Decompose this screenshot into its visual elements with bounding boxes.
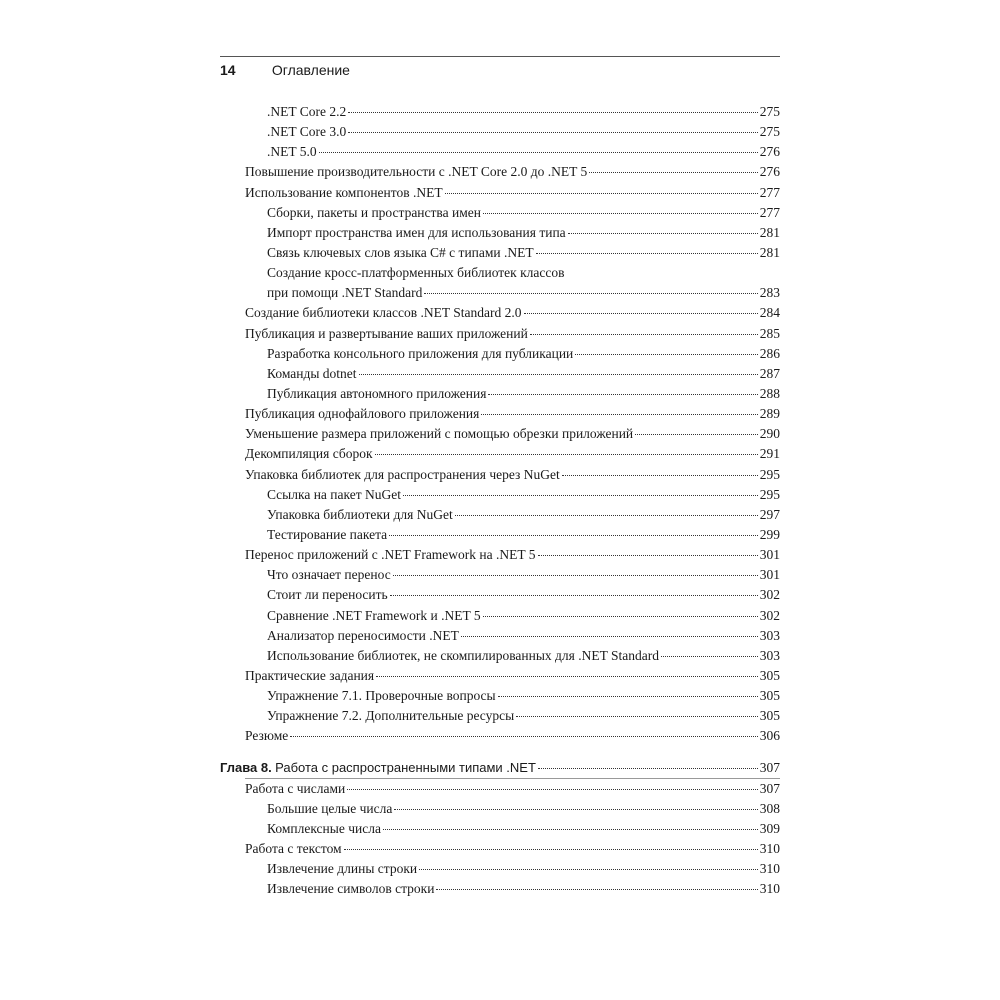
dot-leader [455, 515, 758, 516]
toc-entry-title: Команды dotnet [267, 365, 357, 381]
toc-entry-title: .NET Core 2.2 [267, 104, 347, 119]
toc-entry-page: 305 [759, 708, 780, 724]
toc-entry-title-line-1: Создание кросс-платформенных библиотек классов [267, 265, 565, 281]
header-rule [220, 56, 780, 57]
toc-entry [220, 626, 780, 646]
toc-entry-page: 286 [759, 345, 780, 361]
toc-entry-title: Декомпиляция сборок [245, 446, 373, 462]
toc-entry-page: 306 [759, 728, 780, 744]
toc-entry-page: 284 [759, 305, 780, 321]
toc-entry-title-line-2: при помощи .NET Standard [267, 285, 423, 301]
toc-entry-page: 275 [759, 104, 780, 119]
toc-entry [220, 545, 780, 565]
dot-leader [488, 394, 757, 395]
toc-entry-title: Резюме [245, 728, 289, 744]
toc-entry-title: Разработка консольного приложения для публикации [267, 345, 574, 361]
dot-leader [568, 233, 758, 234]
dot-leader [344, 849, 758, 850]
dot-leader [461, 636, 758, 637]
toc-entry [220, 485, 780, 505]
toc-entry-page: 275 [759, 124, 780, 140]
toc-entry [220, 565, 780, 585]
toc-entry [220, 142, 780, 162]
toc-entry [220, 203, 780, 223]
toc-entry-page: 276 [759, 144, 780, 160]
toc-entry [220, 384, 780, 404]
page-number: 14 [220, 62, 236, 78]
toc-entry [220, 183, 780, 203]
dot-leader [348, 112, 758, 113]
toc-entry-page: 295 [759, 466, 780, 482]
chapter-page: 307 [759, 759, 780, 775]
toc-entry-page: 285 [759, 325, 780, 341]
dot-leader [436, 889, 757, 890]
dot-leader [575, 354, 757, 355]
toc-group-a [220, 102, 780, 263]
dot-leader [524, 313, 758, 314]
toc-entry-page: 302 [759, 587, 780, 603]
running-header-title: Оглавление [271, 62, 350, 78]
dot-leader [383, 829, 758, 830]
dot-leader [375, 454, 758, 455]
toc-entry [220, 162, 780, 182]
toc-entry-title: Стоит ли переносить [267, 587, 388, 603]
toc-entry-title: Упаковка библиотек для распространения через NuGet [245, 466, 560, 482]
toc-entry-page: 310 [759, 861, 780, 877]
toc-entry-title: .NET 5.0 [267, 144, 317, 160]
dot-leader [589, 172, 758, 173]
toc-entry-title: Использование компонентов .NET [245, 184, 443, 200]
toc-entry [220, 779, 780, 799]
dot-leader [530, 334, 758, 335]
toc-entry-page: 301 [759, 547, 780, 563]
toc-entry-title: Большие целые числа [267, 800, 393, 816]
toc-entry-title: Упражнение 7.1. Проверочные вопросы [267, 688, 496, 704]
toc-entry-title: Практические задания [245, 667, 375, 683]
toc-entry-title: Тестирование пакета [267, 526, 388, 542]
toc-entry-page: 277 [759, 184, 780, 200]
chapter-title: Работа с распространенными типами .NET [275, 759, 536, 775]
toc-entry [220, 726, 780, 746]
toc-entry-title: Публикация автономного приложения [267, 385, 487, 401]
toc-entry-page: 291 [759, 446, 780, 462]
toc-entry-page: 276 [759, 164, 780, 180]
dot-leader [319, 152, 758, 153]
toc-entry-page: 305 [759, 688, 780, 704]
dot-leader [481, 414, 757, 415]
toc-entry [220, 465, 780, 485]
toc-entry-title: Сборки, пакеты и пространства имен [267, 204, 481, 220]
toc-entry-title: Публикация и развертывание ваших приложений [245, 325, 528, 341]
chapter-spacer [220, 747, 780, 758]
toc-entry [220, 525, 780, 545]
dot-leader [538, 768, 758, 769]
table-of-contents [220, 102, 780, 900]
toc-entry [220, 243, 780, 263]
toc-entry [220, 799, 780, 819]
toc-entry-page: 302 [759, 607, 780, 623]
dot-leader [403, 495, 758, 496]
dot-leader [483, 213, 758, 214]
toc-entry-title: Связь ключевых слов языка C# с типами .NET [267, 244, 534, 260]
toc-entry-title: Уменьшение размера приложений с помощью обрезки приложений [245, 426, 634, 442]
toc-entry-title: Перенос приложений с .NET Framework на .NET 5 [245, 547, 536, 563]
toc-chapter-entry [220, 758, 780, 778]
toc-entry-title: Комплексные числа [267, 820, 381, 836]
toc-entry-title: Ссылка на пакет NuGet [267, 486, 401, 502]
toc-entry-page: 287 [759, 365, 780, 381]
dot-leader [483, 616, 758, 617]
dot-leader [389, 535, 758, 536]
dot-leader [419, 869, 758, 870]
dot-leader [661, 656, 758, 657]
dot-leader [394, 809, 757, 810]
toc-entry [220, 606, 780, 626]
toc-entry-page: 303 [759, 627, 780, 643]
toc-entry-title: Работа с текстом [245, 841, 342, 857]
toc-entry-title: Повышение производительности с .NET Core 2.0 до .NET 5 [245, 164, 588, 180]
toc-entry [220, 424, 780, 444]
toc-entry [220, 324, 780, 344]
dot-leader [390, 595, 758, 596]
toc-entry-page: 281 [759, 224, 780, 240]
toc-entry [220, 646, 780, 666]
toc-entry-title: Анализатор переносимости .NET [267, 627, 459, 643]
toc-entry [220, 819, 780, 839]
toc-entry-title: .NET Core 3.0 [267, 124, 347, 140]
dot-leader [498, 696, 758, 697]
toc-entry-page: 295 [759, 486, 780, 502]
toc-entry-title: Создание библиотеки классов .NET Standard 2.0 [245, 305, 522, 321]
toc-entry-page: 309 [759, 820, 780, 836]
toc-entry-page: 303 [759, 647, 780, 663]
toc-entry-title: Публикация однофайлового приложения [245, 406, 480, 422]
toc-entry [220, 879, 780, 899]
toc-entry [220, 344, 780, 364]
toc-entry-title: Упражнение 7.2. Дополнительные ресурсы [267, 708, 515, 724]
dot-leader [376, 676, 758, 677]
dot-leader [516, 716, 758, 717]
toc-entry-page: 288 [759, 385, 780, 401]
toc-group-c [220, 779, 780, 900]
running-header [220, 60, 780, 80]
toc-entry-page: 299 [759, 526, 780, 542]
toc-entry-title: Работа с числами [245, 780, 346, 796]
toc-entry-title: Импорт пространства имен для использования типа [267, 224, 566, 240]
toc-group-b [220, 303, 780, 746]
toc-entry-page: 307 [759, 780, 780, 796]
dot-leader [562, 475, 758, 476]
toc-entry [220, 364, 780, 384]
toc-entry-page: 277 [759, 204, 780, 220]
toc-entry [220, 505, 780, 525]
toc-entry-title: Сравнение .NET Framework и .NET 5 [267, 607, 481, 623]
toc-entry-page: 290 [759, 426, 780, 442]
toc-entry-page: 308 [759, 800, 780, 816]
toc-entry-page: 301 [759, 567, 780, 583]
toc-entry-title: Извлечение символов строки [267, 881, 435, 897]
toc-entry-page: 310 [759, 841, 780, 857]
toc-entry-page: 305 [759, 667, 780, 683]
toc-entry-title: Извлечение длины строки [267, 861, 418, 877]
dot-leader [359, 374, 758, 375]
toc-entry-page: 281 [759, 244, 780, 260]
toc-entry [220, 706, 780, 726]
toc-entry-page: 283 [759, 285, 780, 301]
toc-entry [220, 585, 780, 605]
toc-entry-page: 289 [759, 406, 780, 422]
toc-entry [220, 839, 780, 859]
toc-entry [220, 404, 780, 424]
toc-entry [220, 102, 780, 122]
dot-leader [445, 193, 758, 194]
toc-entry-title: Упаковка библиотеки для NuGet [267, 506, 453, 522]
toc-entry [220, 686, 780, 706]
toc-entry [220, 263, 780, 303]
toc-entry [220, 666, 780, 686]
toc-entry-title: Что означает перенос [267, 567, 391, 583]
chapter-label: Глава 8. [220, 759, 272, 775]
toc-entry [220, 122, 780, 142]
dot-leader [348, 132, 758, 133]
dot-leader [635, 434, 758, 435]
toc-entry [220, 444, 780, 464]
dot-leader [538, 555, 758, 556]
dot-leader [290, 736, 757, 737]
dot-leader [347, 789, 758, 790]
toc-entry-page: 310 [759, 881, 780, 897]
dot-leader [536, 253, 758, 254]
toc-entry [220, 859, 780, 879]
toc-entry [220, 223, 780, 243]
toc-entry-page: 297 [759, 506, 780, 522]
toc-entry [220, 303, 780, 323]
dot-leader [393, 575, 758, 576]
dot-leader [424, 293, 757, 294]
toc-entry-title: Использование библиотек, не скомпилированных для .NET Standard [267, 647, 659, 663]
